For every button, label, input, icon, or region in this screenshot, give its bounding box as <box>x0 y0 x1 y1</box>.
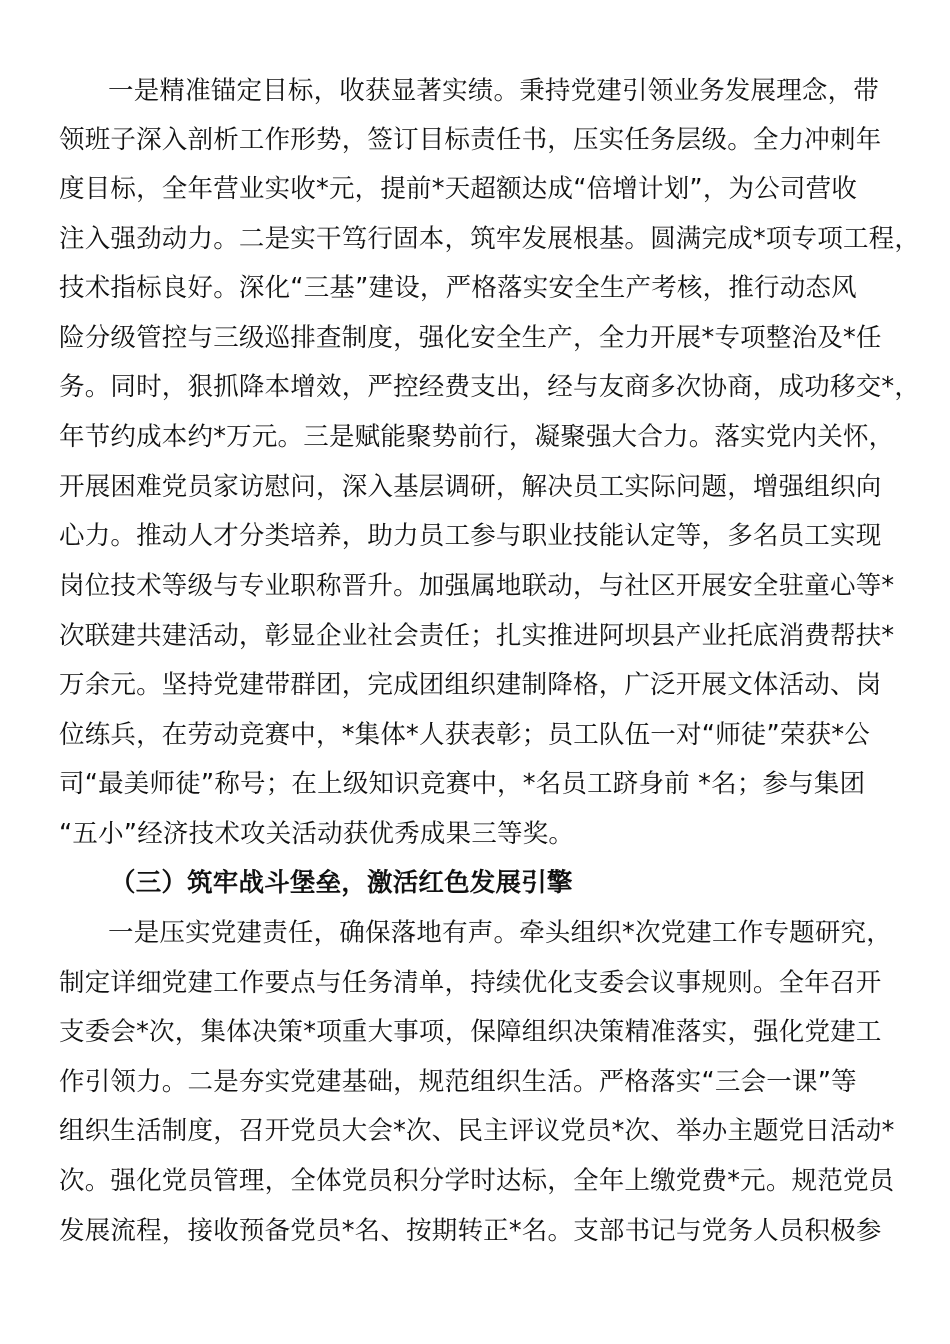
paragraph-line: 技术指标良好。深化“三基”建设，严格落实安全生产考核，推行动态风 <box>59 273 857 303</box>
paragraph-line: “五小”经济技术攻关活动获优秀成果三等奖。 <box>59 819 575 849</box>
paragraph-line: 领班子深入剖析工作形势，签订目标责任书，压实任务层级。全力冲刺年 <box>59 125 882 155</box>
paragraph-line: 务。同时，狠抓降本增效，严控经费支出，经与友商多次协商，成功移交*， <box>59 372 921 402</box>
paragraph-line: 心力。推动人才分类培养，助力员工参与职业技能认定等，多名员工实现 <box>59 521 882 551</box>
paragraph-line: 次。强化党员管理，全体党员积分学时达标，全年上缴党费*元。规范党员 <box>59 1166 895 1196</box>
paragraph-line: 组织生活制度，召开党员大会*次、民主评议党员*次、举办主题党日活动* <box>59 1116 895 1146</box>
paragraph-line: 度目标，全年营业实收*元，提前*天超额达成“倍增计划”，为公司营收 <box>59 174 858 204</box>
paragraph-line: 万余元。坚持党建带群团，完成团组织建制降格，广泛开展文体活动、岗 <box>59 670 882 700</box>
paragraph-line: 开展困难党员家访慰问，深入基层调研，解决员工实际问题，增强组织向 <box>59 472 882 502</box>
paragraph-line: 注入强劲动力。二是实干笃行固本，筑牢发展根基。圆满完成*项专项工程， <box>59 224 921 254</box>
paragraph-line: 一是压实党建责任，确保落地有声。牵头组织*次党建工作专题研究， <box>108 918 892 948</box>
paragraph-line: 一是精准锚定目标，收获显著实绩。秉持党建引领业务发展理念，带 <box>108 76 880 106</box>
paragraph-line: 岗位技术等级与专业职称晋升。加强属地联动，与社区开展安全驻童心等* <box>59 571 895 601</box>
paragraph-line: 作引领力。二是夯实党建基础，规范组织生活。严格落实“三会一课”等 <box>59 1067 857 1097</box>
paragraph-line: 支委会*次，集体决策*项重大事项，保障组织决策精准落实，强化党建工 <box>59 1017 882 1047</box>
paragraph-line: 险分级管控与三级巡排查制度，强化安全生产，全力开展*专项整治及*任 <box>59 323 882 353</box>
paragraph-line: 发展流程，接收预备党员*名、按期转正*名。支部书记与党务人员积极参 <box>59 1216 882 1246</box>
section-heading: （三）筑牢战斗堡垒，激活红色发展引擎 <box>110 868 573 898</box>
paragraph-line: 次联建共建活动，彰显企业社会责任；扎实推进阿坝县产业托底消费帮扶* <box>59 621 895 651</box>
paragraph-line: 位练兵，在劳动竞赛中，*集体*人获表彰；员工队伍一对“师徒”荣获*公 <box>59 720 870 750</box>
paragraph-line: 年节约成本约*万元。三是赋能聚势前行，凝聚强大合力。落实党内关怀， <box>59 422 895 452</box>
paragraph-line: 制定详细党建工作要点与任务清单，持续优化支委会议事规则。全年召开 <box>59 968 882 998</box>
paragraph-line: 司“最美师徒”称号；在上级知识竞赛中，*名员工跻身前 *名；参与集团 <box>59 769 866 799</box>
